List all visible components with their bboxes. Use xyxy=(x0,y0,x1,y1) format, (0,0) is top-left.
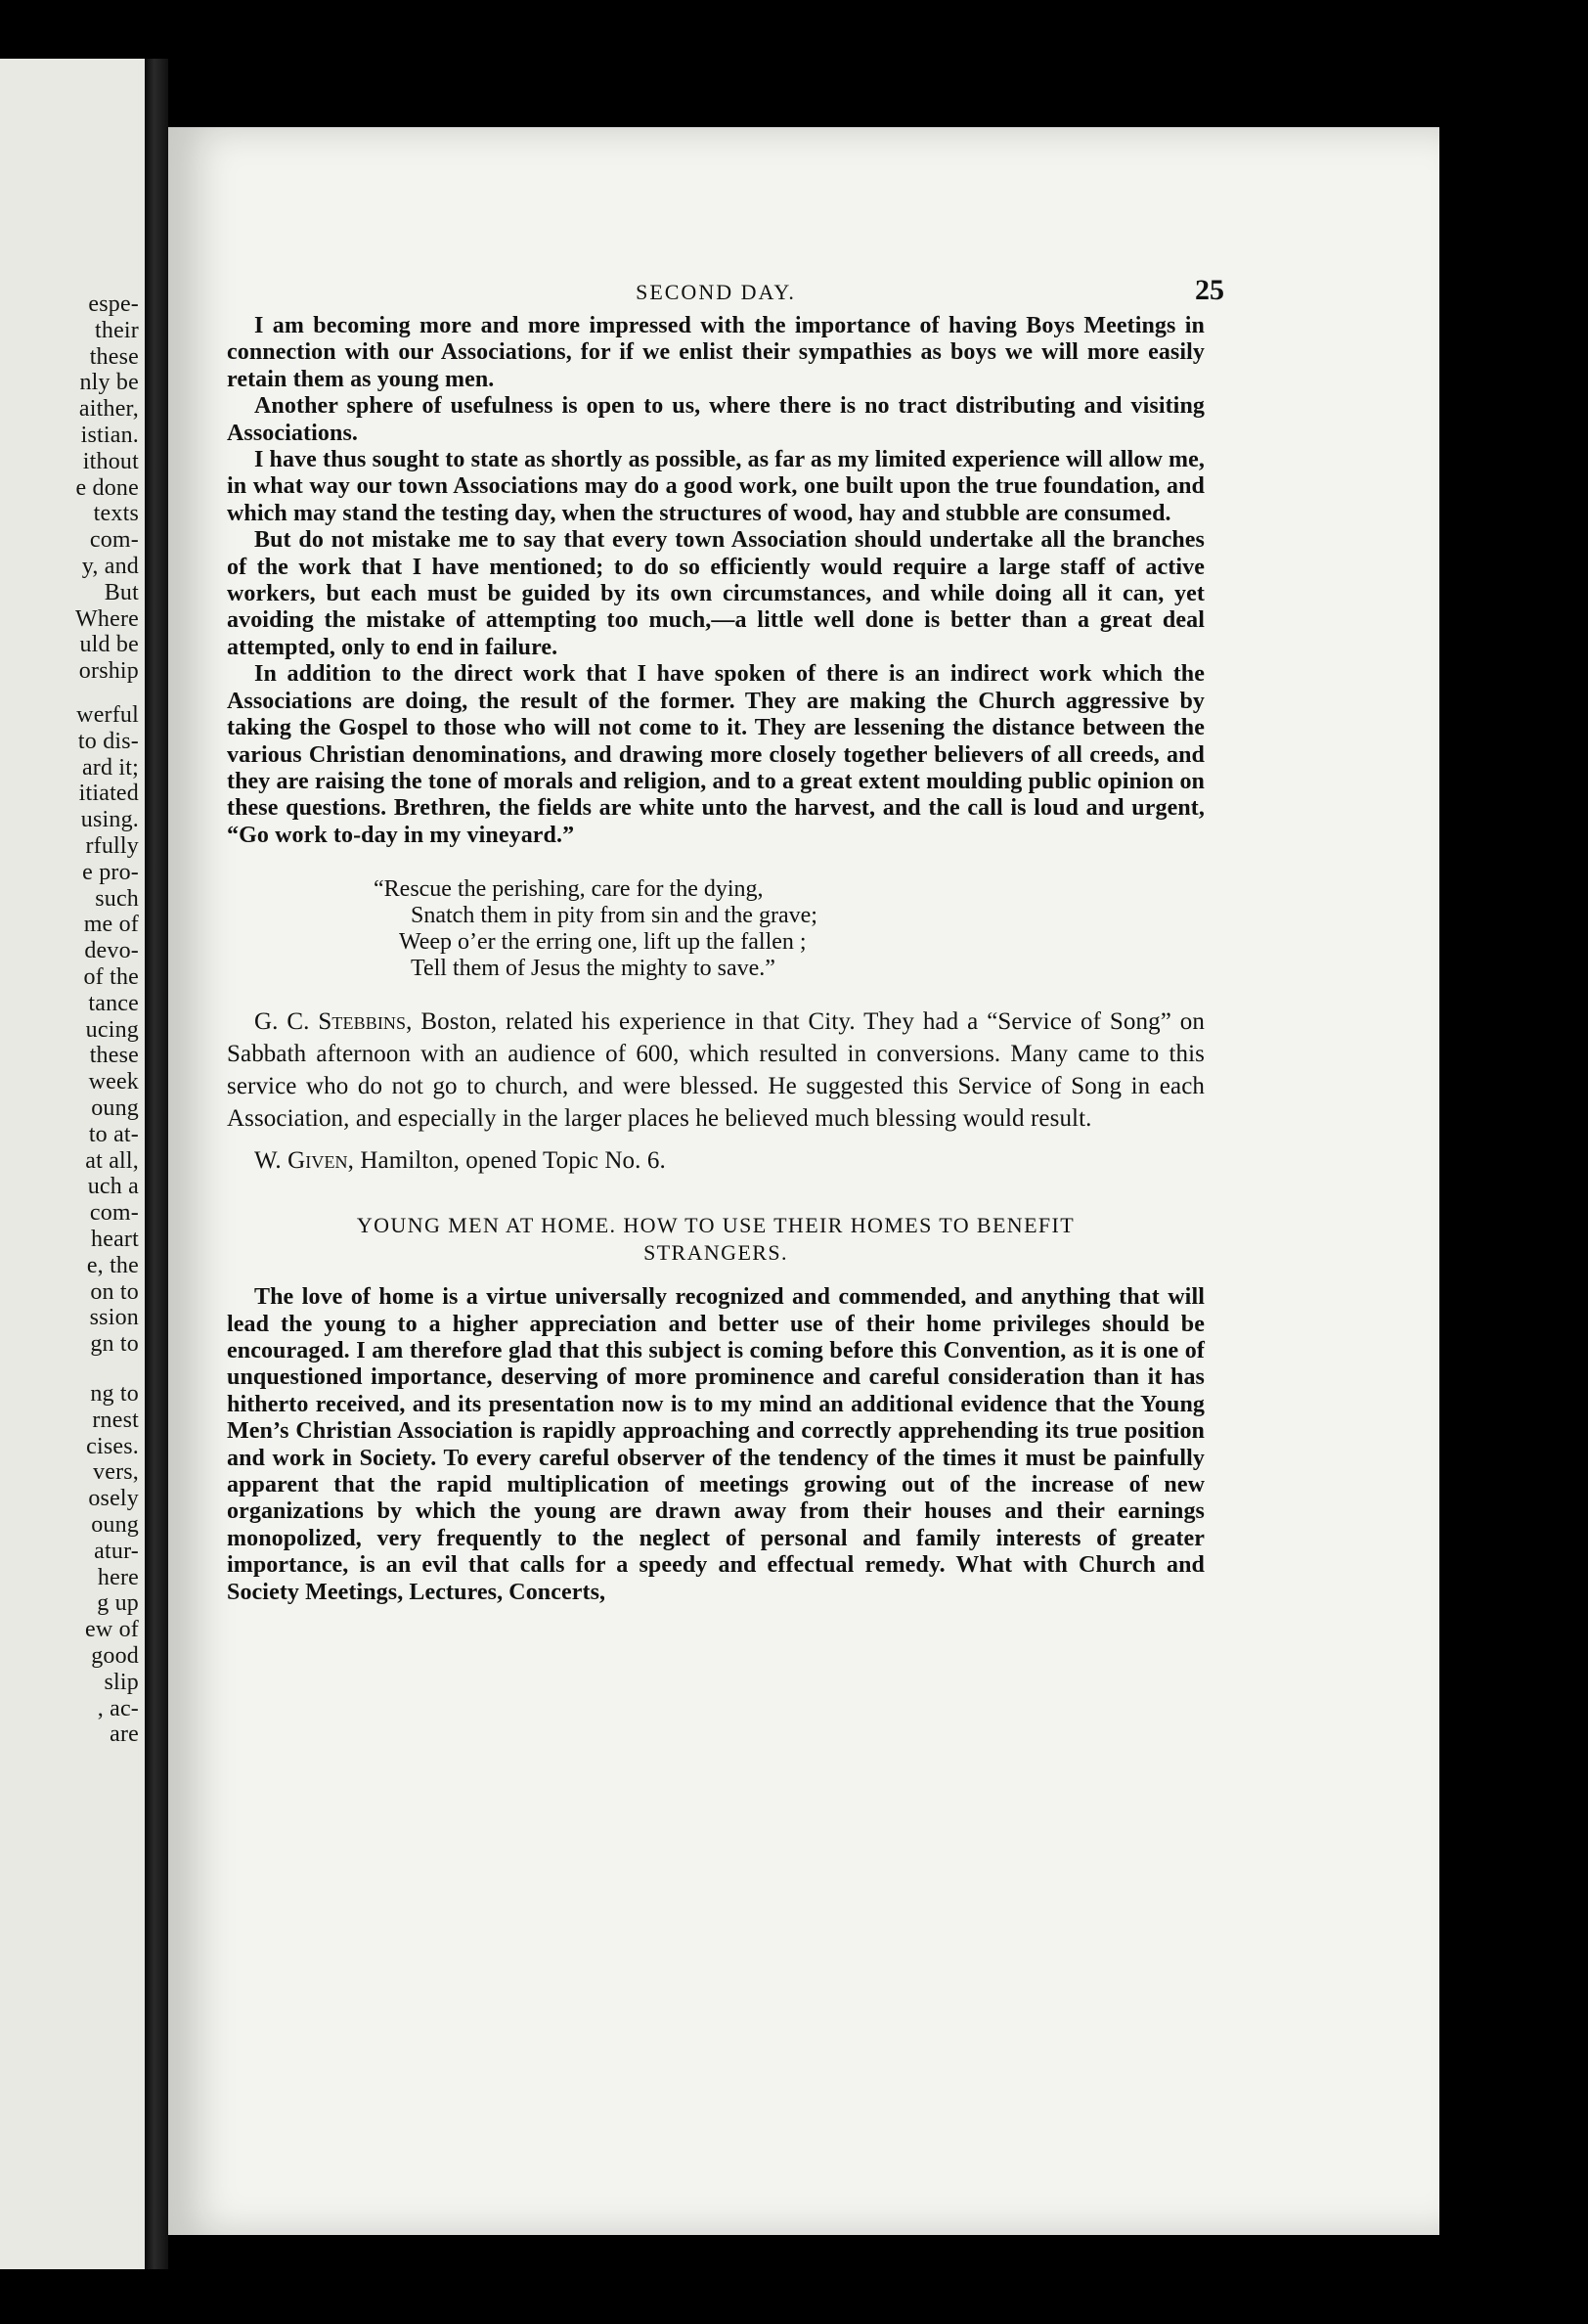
paragraph-do-not-mistake: But do not mistake me to say that every town Association should undertake all the branches of the work that I have mentioned; to do so efficiently would require a large staff of active workers, but each must be guided by its own circumstances, and while doing all it can, yet avoiding the mistake of attempting too much,—a little well done is better than a great deal attempted, only to end in failure. xyxy=(227,527,1205,660)
prev-page-line: orship xyxy=(78,658,139,685)
prev-page-line: texts xyxy=(93,501,139,527)
prev-page-line: uch a xyxy=(87,1174,139,1200)
poem-line-2: Snatch them in pity from sin and the grave; xyxy=(411,903,817,929)
prev-page-line: oung xyxy=(91,1512,139,1538)
prev-page-line: osely xyxy=(88,1486,139,1512)
prev-page-line: rnest xyxy=(92,1407,139,1433)
prev-page-line: week xyxy=(88,1069,139,1095)
prev-page-line: good xyxy=(91,1643,139,1669)
page-number: 25 xyxy=(1195,274,1224,306)
prev-page-line: e done xyxy=(75,474,139,501)
prev-page-line: e, the xyxy=(86,1252,139,1278)
prev-page-line: tance xyxy=(88,990,139,1016)
prev-page-line: these xyxy=(89,343,139,370)
poem-line-4: Tell them of Jesus the mighty to save.” xyxy=(411,956,775,982)
paragraph-tract-distributing: Another sphere of usefulness is open to us, where there is no tract distributing and visiting Associations. xyxy=(227,393,1205,446)
prev-page-line: , ac- xyxy=(97,1695,139,1721)
paragraph-love-of-home: The love of home is a virtue universally recognized and commended, and anything that will lead the young to a higher appreciation and better use of their home privileges should be encouraged. I am therefore glad that this subject is coming before this Convention, as it is one of unquestioned importance, deserving of more prominence and careful consideration than it has hitherto received, and its presentation now is to my mind an additional evidence that the Young Men’s Christian Association is rapidly approaching and correctly apprehending its true position and work in Society. To every careful observer of the tendency of the times it must be painfully apparent that the rapid multiplication of meetings growing out of the increase of new organizations by which the young are drawn away from their houses and their earnings monopolized, very frequently to the neglect of personal and family interests of greater importance, is an evil that calls for a speedy and effectual remedy. What with Church and Society Meetings, Lectures, Concerts, xyxy=(227,1284,1205,1605)
prev-page-line: atur- xyxy=(94,1538,139,1564)
book-gutter xyxy=(145,59,168,2269)
speaker-name-stebbins: G. C. Stebbins xyxy=(254,1008,407,1036)
prev-page-line: vers, xyxy=(93,1459,139,1486)
prev-page-line: slip xyxy=(104,1669,139,1695)
prev-page-line: aither, xyxy=(78,396,139,423)
prev-page-line: espe- xyxy=(88,291,139,317)
prev-page-line: ard it; xyxy=(81,754,139,781)
prev-page-line: are xyxy=(110,1721,139,1748)
prev-page-line: such xyxy=(95,885,139,912)
section-heading-line-2: STRANGERS. xyxy=(643,1240,788,1266)
prev-page-line: g up xyxy=(97,1590,139,1617)
prev-page-line: using. xyxy=(80,807,139,833)
prev-page-line: heart xyxy=(91,1227,139,1252)
prev-page-line: their xyxy=(95,317,139,343)
prev-page-line: e pro- xyxy=(82,859,139,885)
prev-page-line: ng to xyxy=(90,1381,139,1407)
section-heading xyxy=(227,1212,1205,1267)
prev-page-line: Where xyxy=(75,605,139,632)
prev-page-line: werful xyxy=(76,702,139,728)
poem-line-1: “Rescue the perishing, care for the dying, xyxy=(374,876,764,903)
prev-page-line: these xyxy=(89,1043,139,1069)
prev-page-line: uld be xyxy=(79,632,139,658)
prev-page-line: y, and xyxy=(81,554,139,579)
prev-page-line: here xyxy=(97,1564,139,1590)
prev-page-line: com- xyxy=(89,1200,139,1227)
stebbins-text: , Boston, related his experience in that City. They had a “Service of Song” on Sabbath afternoon with an audience of 600, which resulted in conversions. Many came to this service who do not go to church, and were blessed. He suggested this Service of Song in each Association, and especially in the larger places he believed much blessing would result. xyxy=(227,1008,1205,1133)
prev-page-line: istian. xyxy=(80,423,139,448)
prev-page-line: on to xyxy=(90,1278,139,1305)
prev-page-line: ssion xyxy=(89,1305,139,1331)
prev-page-line: gn to xyxy=(90,1331,139,1358)
paragraph-indirect-work: In addition to the direct work that I have spoken of there is an indirect work which the Associations are doing, the result of the former. They are making the Church aggressive by taking the Gospel to those who will not come to it. They are lessening the distance between the various Christian denominations, and drawing more closely together believers of all creeds, and they are raising the tone of morals and religion, and to a great extent moulding public opinion on these questions. Brethren, the fields are white unto the harvest, and the call is loud and urgent, “Go work to-day in my vineyard.” xyxy=(227,661,1205,848)
prev-page-line: me of xyxy=(83,912,139,938)
running-head: SECOND DAY. xyxy=(636,280,796,304)
section-heading-line-1: YOUNG MEN AT HOME. HOW TO USE THEIR HOMES TO BENEFIT xyxy=(356,1213,1076,1238)
prev-page-line: at all, xyxy=(85,1147,139,1174)
page-header xyxy=(227,274,1224,313)
paragraph-stebbins xyxy=(227,1006,1205,1135)
hymn-quotation xyxy=(374,876,1205,982)
prev-page-line: to at- xyxy=(88,1121,139,1147)
prev-page-line: rfully xyxy=(85,833,139,859)
prev-page-line: to dis- xyxy=(77,728,139,754)
prev-page-line: nly be xyxy=(79,370,139,396)
prev-page-line: com- xyxy=(89,527,139,554)
prev-page-line: ew of xyxy=(85,1617,139,1643)
given-text: , Hamilton, opened Topic No. 6. xyxy=(347,1147,666,1175)
book-page xyxy=(168,127,1439,2235)
prev-page-line: ithout xyxy=(82,448,139,474)
prev-page-line: ucing xyxy=(85,1016,139,1043)
paragraph-limited-experience: I have thus sought to state as shortly as possible, as far as my limited experience will allow me, in what way our town Associations may do a good work, one built upon the true foundation, and which may stand the testing day, when the structures of wood, hay and stubble are consumed. xyxy=(227,447,1206,526)
speaker-name-given: W. Given xyxy=(254,1147,348,1175)
prev-page-line: cises. xyxy=(86,1433,139,1459)
prev-page-line: devo- xyxy=(84,938,139,964)
page-content xyxy=(227,274,1224,1606)
prev-page-line: of the xyxy=(83,964,139,990)
prev-page-line: But xyxy=(104,579,139,605)
prev-page-line: itiated xyxy=(78,781,139,807)
poem-line-3: Weep o’er the erring one, lift up the fallen ; xyxy=(399,929,807,956)
prev-page-line: oung xyxy=(91,1095,139,1121)
paragraph-boys-meetings: I am becoming more and more impressed with the importance of having Boys Meetings in connection with our Associations, for if we enlist their sympathies as boys we will more easily retain them as young men. xyxy=(227,313,1205,392)
previous-page-fragment xyxy=(0,59,145,2269)
paragraph-given xyxy=(227,1144,1205,1177)
